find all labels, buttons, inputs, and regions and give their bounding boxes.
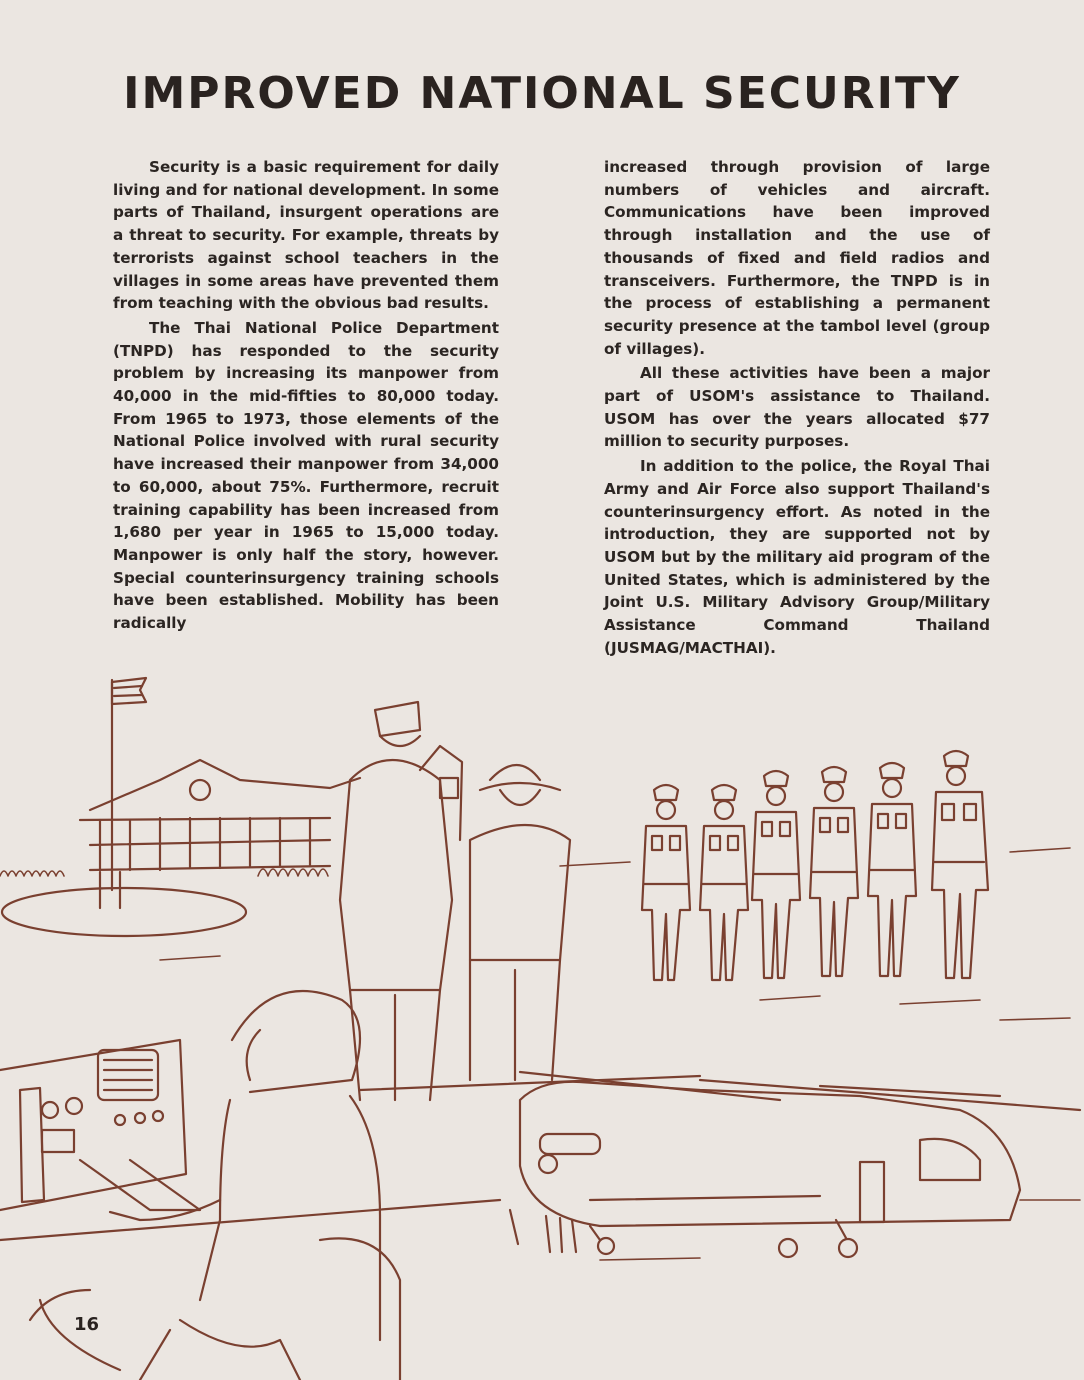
helicopter-sketch <box>360 1072 1080 1257</box>
paragraph: increased through provision of large numbers of vehicles and aircraft. Communications have been improved through installation and the use of thousands of fixed and field radios and transceivers. Furthermore, the TNPD is in the process of establishing a permanent security presence at the tambol level (group of villages). <box>604 158 990 358</box>
building-sketch <box>80 746 462 870</box>
paragraph: The Thai National Police Department (TNPD) has responded to the security problem by increasing its manpower from 40,000 in the mid-fifties to 80,000 today. From 1965 to 1973, those elements of the National Police involved with rural security have increased their manpower from 34,000 to 60,000, about 75%. Furthermore, recruit training capability has been increased from 1,680 per year in 1965 to 15,000 today. Manpower is only half the story, however. Special counterinsurgency training schools have been established. Mobility has been radically <box>113 318 499 633</box>
page-number: 16 <box>74 1314 100 1335</box>
police-lineup-sketch <box>642 751 988 980</box>
distant-troops-sketch <box>0 869 328 876</box>
paragraph: In addition to the police, the Royal Thai Army and Air Force also support Thailand's counterinsurgency effort. As noted in the introduction, they are supported not by USOM but by the military aid program of the United States, which is administered by the Joint U.S. Military Advisory Group/Military Assistance Command Thailand (JUSMAG/MACTHAI). <box>604 457 990 657</box>
paragraph: Security is a basic requirement for daily living and for national development. In some parts of Thailand, insurgent operations are a threat to security. For example, threats by terrorists against school teachers in the villages in some areas have prevented them from teaching with the obvious bad results. <box>113 158 499 313</box>
right-column <box>604 156 990 661</box>
ground-lines-sketch <box>160 848 1080 1260</box>
paragraph: All these activities have been a major part of USOM's assistance to Thailand. USOM has over the years allocated $77 million to security purposes. <box>604 364 990 451</box>
flagpole-sketch <box>2 678 246 936</box>
officers-back-sketch <box>340 702 570 1100</box>
page-title: IMPROVED NATIONAL SECURITY <box>123 68 961 119</box>
left-column <box>113 156 499 637</box>
security-illustration <box>0 640 1084 1380</box>
